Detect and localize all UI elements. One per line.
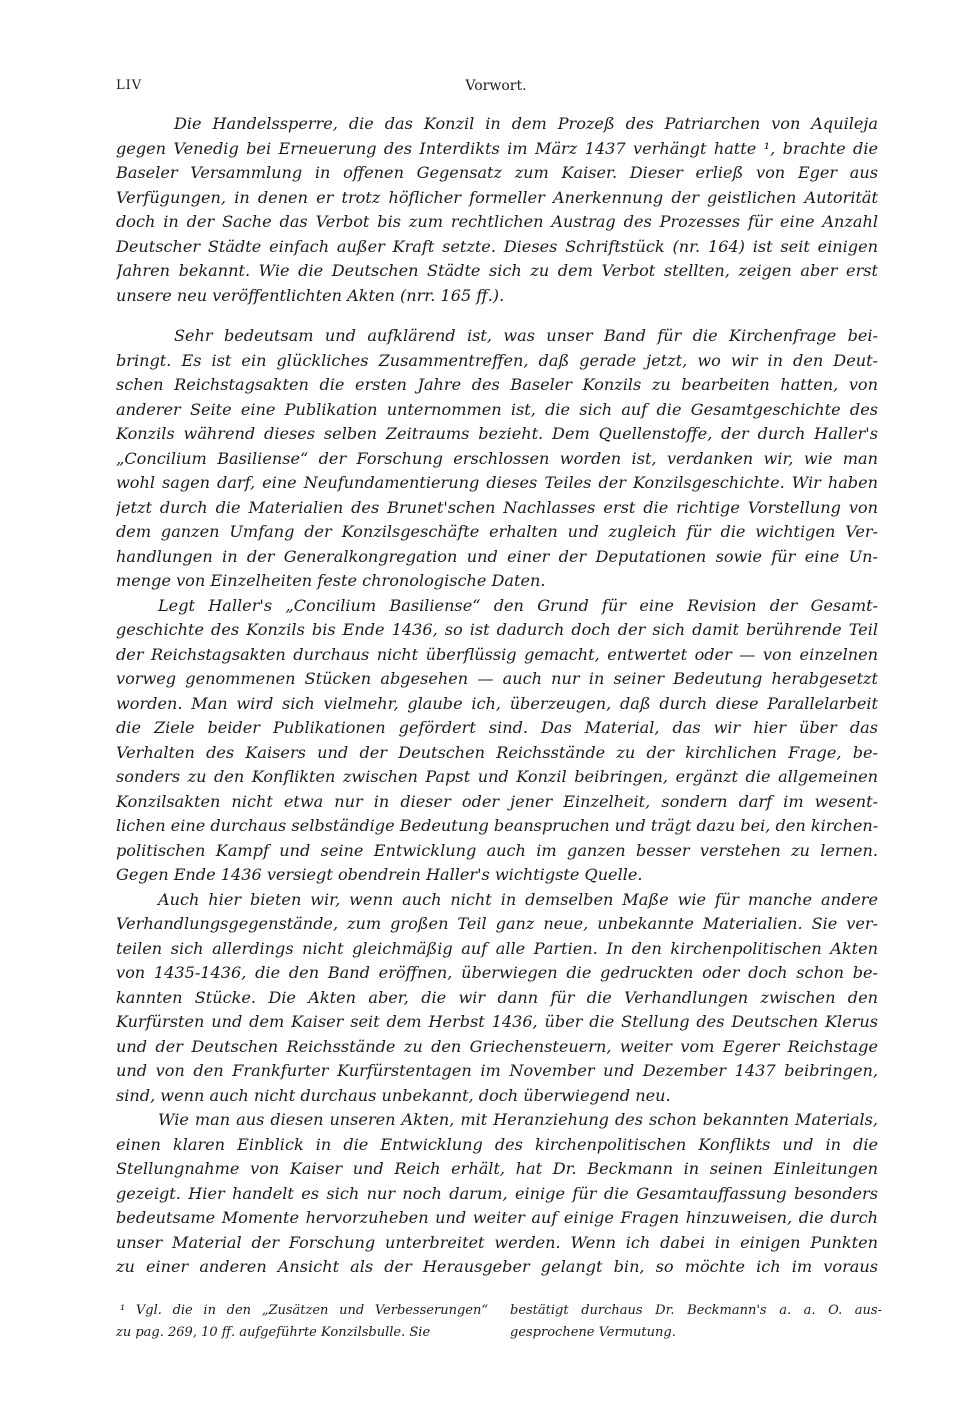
text-line: jetzt durch die Materialien des Brunet'schen Nachlasses erst die richtige Vorstellung von [116,497,878,517]
page-header [116,78,876,102]
text-line: gezeigt. Hier handelt es sich nur noch darum, einige für die Gesamtauffassung besonders [116,1183,878,1203]
text-line: Verhandlungsgegenstände, zum großen Teil ganz neue, unbekannte Materialien. Sie ver- [116,914,878,933]
text-line: Jahren bekannt. Wie die Deutschen Städte sich zu dem Verbot stellten, zeigen aber erst [116,261,878,280]
running-title: Vorwort. [465,78,527,94]
text-line: sind, wenn auch nicht durchaus unbekannt, doch überwiegend neu. [116,1085,671,1105]
text-line: lichen eine durchaus selbständige Bedeutung beanspruchen und trägt dazu bei, den kirchen- [116,816,878,835]
text-line: geschichte des Konzils bis Ende 1436, so ist dadurch doch der sich damit berührende Teil [116,620,878,639]
text-line: menge von Einzelheiten feste chronologische Daten. [116,571,546,590]
footnote-line: gesprochene Vermutung. [510,1325,676,1340]
paragraph [116,1108,878,1280]
text-line: Deutscher Städte einfach außer Kraft setzte. Dieses Schriftstück (nr. 164) ist seit einigen [116,236,878,256]
text-line: kannten Stücke. Die Akten aber, die wir dann für die Verhandlungen zwischen den [116,987,878,1007]
paragraph [116,594,878,888]
text-line: Kurfürsten und dem Kaiser seit dem Herbst 1436, über die Stellung des Deutschen Klerus [116,1012,878,1031]
text-line: Legt Haller's „Concilium Basiliense“ den Grund für eine Revision der Gesamt- [158,595,878,615]
text-line: Die Handelssperre, die das Konzil in dem Prozeß des Patriarchen von Aquileja [174,114,878,133]
text-line: doch in der Sache das Verbot bis zum rechtlichen Austrag des Prozesses für eine Anzahl [116,212,878,231]
text-line: Auch hier bieten wir, wenn auch nicht in demselben Maße wie für manche andere [158,889,878,909]
paragraph [116,888,878,1109]
text-line: teilen sich allerdings nicht gleichmäßig auf alle Partien. In den kirchenpolitischen Akten [116,938,878,958]
text-line: handlungen in der Generalkongregation und einer der Deputationen sowie für eine Un- [116,546,878,566]
text-line: von 1435-1436, die den Band eröffnen, überwiegen die gedruckten oder doch schon be- [116,963,878,982]
text-line: die Ziele beider Publikationen gefördert sind. Das Material, das wir hier über das [116,718,878,737]
text-line: worden. Man wird sich vielmehr, glaube ich, überzeugen, daß durch diese Parallelarbeit [116,693,878,713]
text-line: bringt. Es ist ein glückliches Zusammentreffen, daß gerade jetzt, wo wir in den Deut- [116,350,878,370]
text-line: bedeutsame Momente hervorzuheben und weiter auf einige Fragen hinzuweisen, die durch [116,1208,878,1227]
text-line: politischen Kampf und seine Entwicklung auch im ganzen besser verstehen zu lernen. [116,840,878,860]
text-line: der Reichstagsakten durchaus nicht überflüssig gemacht, entwertet oder — von einzelnen [116,644,878,664]
paragraph-gap [116,308,878,324]
text-line: vorweg genommenen Stücken abgesehen — auch nur in seiner Bedeutung herabgesetzt [116,669,878,688]
text-line: einen klaren Einblick in die Entwicklung des kirchenpolitischen Konflikts und in die [116,1134,878,1154]
footnote-line: bestätigt durchaus Dr. Beckmann's a. a. O. aus- [510,1303,882,1318]
text-line: Gegen Ende 1436 versiegt obendrein Haller's wichtigste Quelle. [116,865,643,884]
text-line: Baseler Versammlung in offenen Gegensatz zum Kaiser. Dieser erließ von Eger aus [116,163,878,182]
text-line: Wie man aus diesen unseren Akten, mit Heranziehung des schon bekannten Materials, [158,1110,878,1129]
text-line: dem ganzen Umfang der Konzilsgeschäfte erhalten und zugleich für die wichtigen Ver- [116,522,878,541]
footnote-line: ¹ Vgl. die in den „Zusätzen und Verbesserungen“ [120,1303,488,1318]
text-line: unser Material der Forschung unterbreitet werden. Wenn ich dabei in einigen Punkten [116,1232,878,1252]
footnote-column-left [116,1300,488,1344]
text-line: Konzilsakten nicht etwa nur in dieser oder jener Einzelheit, sondern darf im wesent- [116,791,878,811]
text-line: anderer Seite eine Publikation unternommen ist, die sich auf die Gesamtgeschichte des [116,399,878,419]
footnote-line: zu pag. 269, 10 ff. aufgeführte Konzilsbulle. Sie [116,1325,431,1340]
footnote-column-right [510,1300,882,1344]
text-line: Verfügungen, in denen er trotz höflicher formeller Anerkennung der geistlichen Autorität [116,187,878,207]
body-text [116,112,878,1280]
text-line: Stellungnahme von Kaiser und Reich erhält, hat Dr. Beckmann in seinen Einleitungen [116,1159,878,1178]
text-line: und der Deutschen Reichsstände zu den Griechensteuern, weiter vom Egerer Reichstage [116,1036,878,1056]
text-line: zu einer anderen Ansicht als der Herausgeber gelangt bin, so möchte ich im voraus [116,1257,878,1276]
text-line: schen Reichstagsakten die ersten Jahre des Baseler Konzils zu bearbeiten hatten, von [116,375,878,394]
text-line: wohl sagen darf, eine Neufundamentierung dieses Teiles der Konzilsgeschichte. Wir haben [116,473,878,492]
text-line: sonders zu den Konflikten zwischen Papst und Konzil beibringen, ergänzt die allgemeinen [116,767,878,786]
text-line: „Concilium Basiliense“ der Forschung erschlossen worden ist, verdanken wir, wie man [116,448,878,468]
paragraph [116,112,878,308]
text-line: unsere neu veröffentlichten Akten (nrr. 165 ff.). [116,285,505,305]
text-line: und von den Frankfurter Kurfürstentagen im November und Dezember 1437 beibringen, [116,1061,878,1080]
page-number: LIV [116,78,143,93]
text-line: Konzils während dieses selben Zeitraums bezieht. Dem Quellenstoffe, der durch Haller's [116,424,878,443]
text-line: Verhalten des Kaisers und der Deutschen Reichsstände zu der kirchlichen Frage, be- [116,742,878,762]
text-line: gegen Venedig bei Erneuerung des Interdikts im März 1437 verhängt hatte ¹, brachte die [116,138,878,158]
text-line: Sehr bedeutsam und aufklärend ist, was unser Band für die Kirchenfrage bei- [174,326,878,345]
paragraph [116,324,878,594]
